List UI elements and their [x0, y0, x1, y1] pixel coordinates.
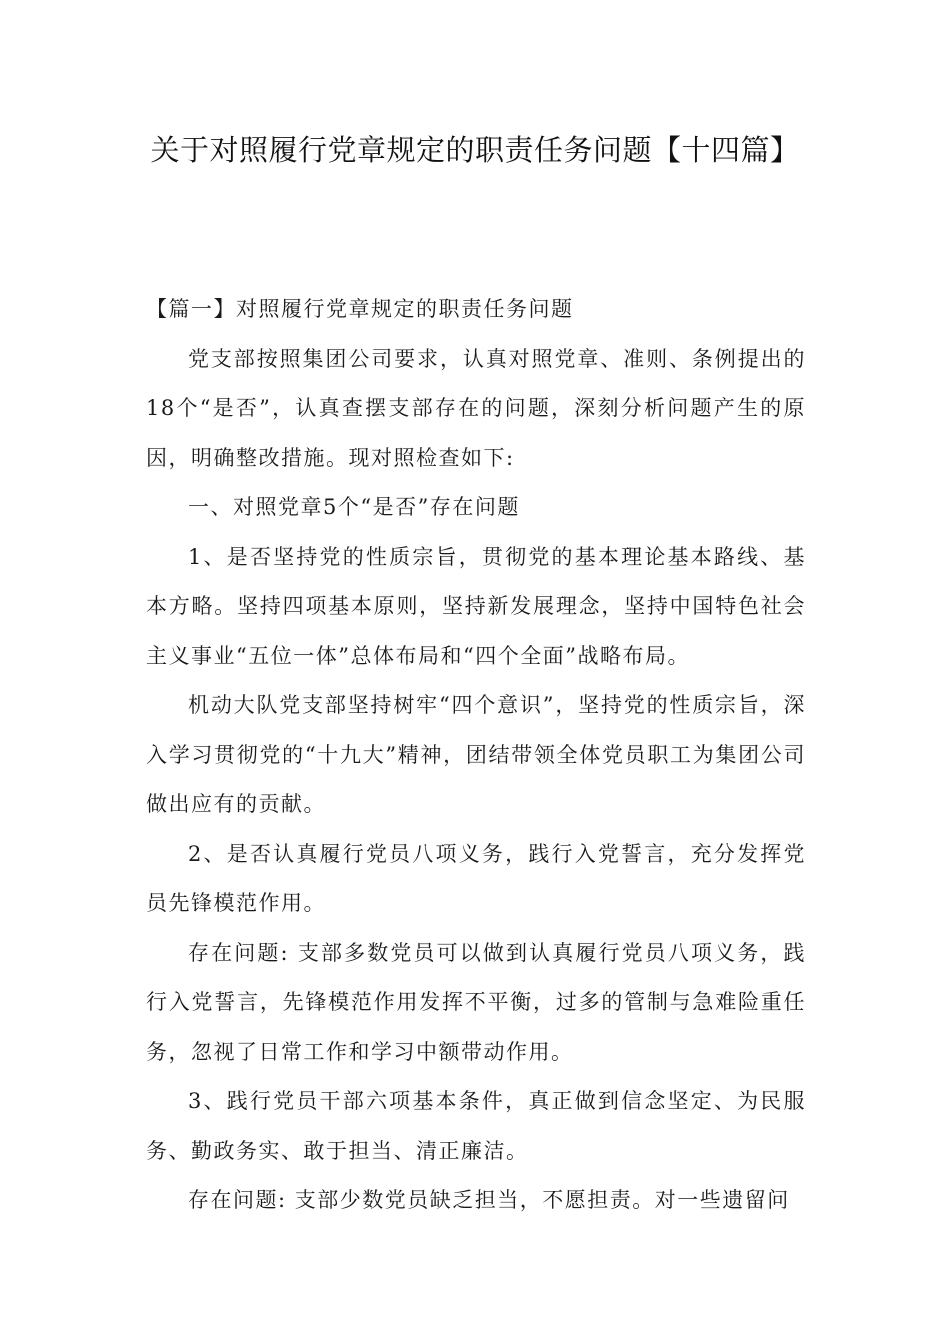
paragraph-subheading: 一、对照党章5个“是否”存在问题 — [188, 495, 520, 519]
document-body — [146, 285, 806, 1226]
paragraph-item-1-response: 机动大队党支部坚持树牢“四个意识”，坚持党的性质宗旨，深入学习贯彻党的“十九大”精神，团结带领全体党员职工为集团公司做出应有的贡献。 — [146, 693, 806, 816]
paragraph-item-3: 3、践行党员干部六项基本条件，真正做到信念坚定、为民服务、勤政务实、敢于担当、清正廉洁。 — [146, 1089, 806, 1163]
paragraph-item-2-issue: 存在问题: 支部多数党员可以做到认真履行党员八项义务，践行入党誓言，先锋模范作用发挥不平衡，过多的管制与急难险重任务，忽视了日常工作和学习中额带动作用。 — [146, 940, 806, 1064]
paragraph-item-1: 1、是否坚持党的性质宗旨，贯彻党的基本理论基本路线、基本方略。坚持四项基本原则，坚持新发展理念，坚持中国特色社会主义事业“五位一体”总体布局和“四个全面”战略布局。 — [146, 544, 806, 668]
section-heading: 【篇一】对照履行党章规定的职责任务问题 — [146, 297, 574, 321]
paragraph-item-2: 2、是否认真履行党员八项义务，践行入党誓言，充分发挥党员先锋模范作用。 — [146, 841, 806, 915]
paragraph-item-3-issue: 存在问题: 支部少数党员缺乏担当，不愿担责。对一些遗留问 — [188, 1188, 790, 1212]
document-title: 关于对照履行党章规定的职责任务问题【十四篇】 — [150, 133, 800, 167]
paragraph-intro: 党支部按照集团公司要求，认真对照党章、准则、条例提出的18个“是否”，认真查摆支部存在的问题，深刻分析问题产生的原因，明确整改措施。现对照检查如下: — [146, 346, 806, 470]
